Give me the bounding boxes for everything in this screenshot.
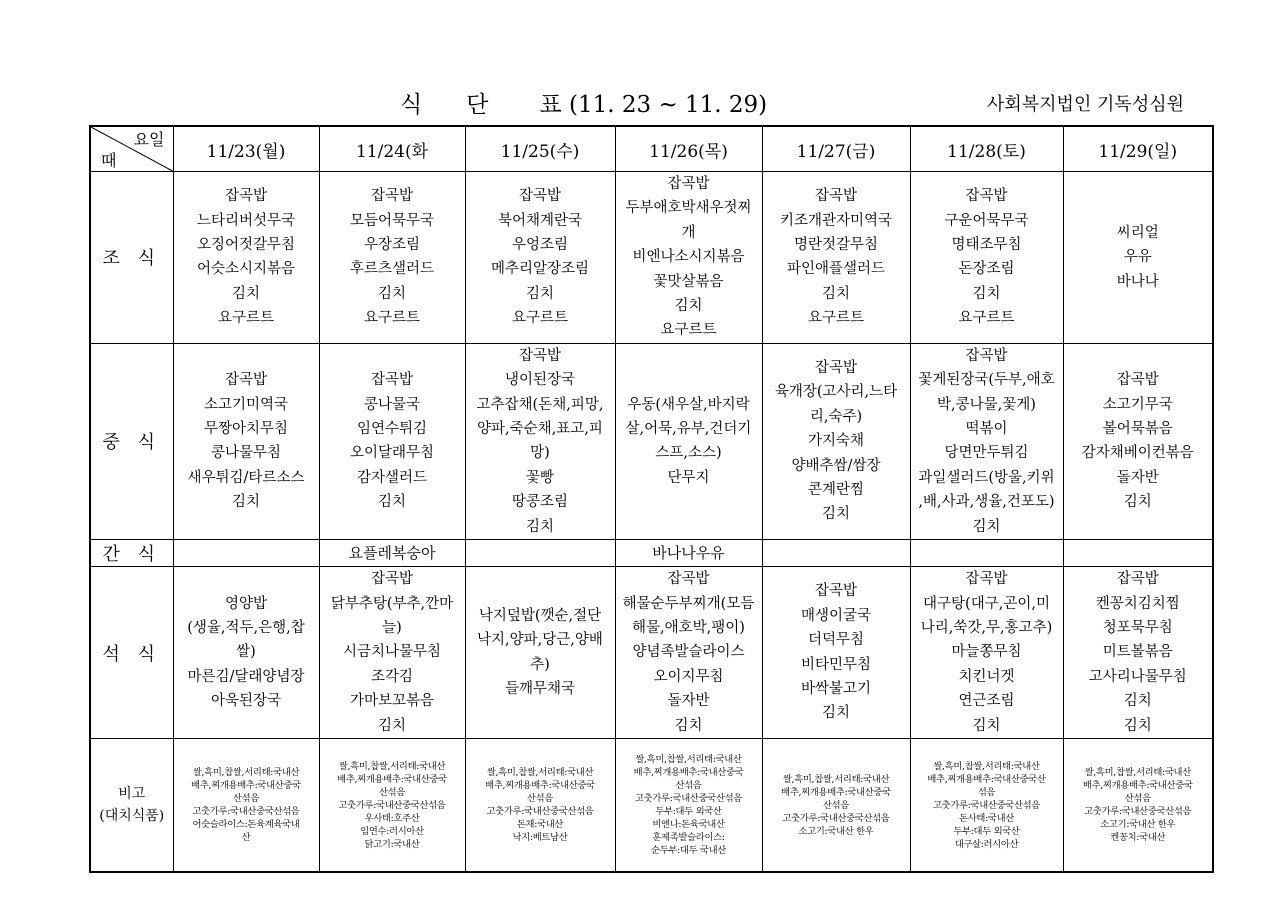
lunch-cell (1063, 343, 1213, 539)
dinner-cell-item: 가마보꼬볶음 (349, 693, 435, 710)
dinner-cell-item: 매생이굴국 (800, 607, 872, 624)
day-header: 11/24(화 (319, 126, 465, 172)
dinner-cell (910, 567, 1063, 739)
dinner-cell-item: 들깨무채국 (504, 680, 576, 697)
breakfast-cell (465, 172, 615, 344)
dinner-cell-item: 잡곡밥 (814, 583, 858, 600)
dinner-cell-item: 김치 (674, 717, 703, 734)
header-row (90, 126, 1213, 172)
snack-cell (465, 540, 615, 567)
breakfast-cell-item: 메추리알장조림 (490, 261, 590, 278)
note-cell-item: 쌀,흑미,찹쌀,서리태:국내산 (338, 760, 446, 772)
dinner-cell-item: 고사리나물무침 (1088, 668, 1187, 685)
lunch-cell-item: 콘계란찜 (807, 482, 865, 499)
breakfast-row (90, 172, 1213, 344)
breakfast-cell-item: 바나나 (1116, 273, 1159, 290)
day-header: 11/29(일) (1063, 126, 1213, 172)
lunch-cell-item: 김치 (525, 518, 554, 535)
dinner-cell-item: 오이지무침 (653, 668, 724, 685)
lunch-cell-item: 고추잡채(돈채,피망, (476, 396, 604, 413)
dinner-cell-item: 청포묵무침 (1102, 619, 1173, 636)
lunch-cell (615, 343, 762, 539)
note-cell-item: 쌀,흑미,찹쌀,서리태:국내산 (486, 767, 594, 779)
lunch-cell-item: 잡곡밥 (814, 360, 858, 377)
note-cell-item: 산섞음 (378, 786, 406, 798)
breakfast-cell (910, 172, 1063, 344)
breakfast-cell-item: 요구르트 (511, 310, 569, 327)
lunch-cell-item: 꽃빵 (525, 469, 554, 486)
corner-cell (90, 126, 173, 172)
dinner-cell-item: 김치 (377, 717, 406, 734)
dinner-cell-item: 나리,쑥갓,무,홍고추) (920, 619, 1053, 636)
note-cell (319, 738, 465, 872)
breakfast-cell-item: 잡곡밥 (370, 188, 414, 205)
note-cell-item: 고춧가루:국내산중국산섞음 (1084, 806, 1192, 818)
lunch-cell-item: 오이달래무침 (349, 445, 435, 462)
dinner-cell-item: 시금치나물무침 (342, 644, 442, 661)
snack-cell (762, 540, 910, 567)
lunch-cell-item: 살,어묵,유부,건더기 (625, 421, 752, 438)
note-cell-item: 배추,찌개용배추:국내산중국 (191, 780, 301, 792)
lunch-cell-item: 박,콩나물,꽃게) (937, 396, 1036, 413)
breakfast-cell (319, 172, 465, 344)
lunch-cell-item: 육개장(고사리,느타 (774, 384, 898, 401)
note-cell-item: 닭고기:국내산 (364, 838, 420, 850)
dinner-cell-item: 해물,애호박,팽이) (632, 619, 745, 636)
breakfast-cell-item: 우유 (1123, 249, 1152, 266)
lunch-cell-item: 김치 (1123, 494, 1152, 511)
note-cell-item: 낙지:베트남산 (512, 832, 568, 844)
breakfast-cell-item: 후르츠샐러드 (349, 261, 435, 278)
note-cell-item: 섞음 (977, 786, 996, 798)
day-header: 11/28(토) (910, 126, 1063, 172)
note-cell-item: 산섞음 (822, 799, 850, 811)
note-cell-item: 돈사태:국내산 (959, 812, 1014, 824)
dinner-cell-item: 마른김/달래양념장 (187, 668, 305, 685)
lunch-cell-item: 새우튀김/타르소스 (187, 469, 305, 486)
dinner-cell (319, 567, 465, 739)
dinner-cell-item: 돌자반 (667, 693, 710, 710)
snack-cell: 요플레복숭아 (319, 540, 465, 567)
dinner-cell-item: 대구탕(대구,곤이,미 (923, 595, 1050, 612)
note-cell-item: 쌀,흑미,찹쌀,서리태:국내산 (635, 754, 742, 766)
dinner-cell-item: 잡곡밥 (370, 571, 414, 588)
note-cell-item: 쌀,흑미,찹쌀,서리태:국내산 (192, 767, 300, 779)
note-cell-item: 배추,찌개용배추:국내산중국산 (927, 773, 1046, 785)
lunch-cell-item: 우동(새우살,바지락 (627, 396, 750, 413)
breakfast-cell-item: 김치 (821, 285, 850, 302)
menu-table (89, 125, 1214, 873)
breakfast-cell-item: 돈장조림 (958, 261, 1015, 278)
lunch-cell-item: 소고기미역국 (203, 396, 289, 413)
note-cell-item: 고춧가루:국내산중국산섞음 (486, 806, 594, 818)
day-header: 11/27(금) (762, 126, 910, 172)
note-cell-item: 소고기:국내산 한우 (798, 825, 874, 837)
breakfast-cell-item: 잡곡밥 (518, 188, 562, 205)
note-cell-item: 우사태:호주산 (364, 812, 420, 824)
breakfast-cell-item: 어슷소시지볶음 (196, 261, 296, 278)
lunch-cell-item: 양파,죽순채,표고,피 (477, 421, 603, 438)
lunch-cell (910, 343, 1063, 539)
breakfast-cell (762, 172, 910, 344)
note-cell-item: 어슷슬라이스:돈육계육국내 (192, 819, 300, 831)
note-cell-item: 고춧가루:국내산중국산섞음 (192, 806, 300, 818)
dinner-cell-item: 치킨너겟 (958, 668, 1015, 685)
dinner-cell (615, 567, 762, 739)
lunch-cell-item: 단무지 (667, 469, 710, 486)
dinner-cell (465, 567, 615, 739)
dinner-cell-item: 해물순두부찌개(모듬 (622, 595, 755, 612)
note-cell-item: 고춧가루:국내산중국산섞음 (634, 793, 742, 805)
dinner-cell-item: 마늘쫑무침 (951, 644, 1022, 661)
lunch-cell-item: 꽃게된장국(두부,애호 (918, 372, 1055, 389)
breakfast-cell-item: 김치 (674, 298, 703, 315)
note-cell-item: 비엔나:돈육국내산 (652, 819, 725, 831)
lunch-cell-item: 김치 (377, 494, 406, 511)
breakfast-cell-item: 씨리얼 (1116, 224, 1159, 241)
snack-row (90, 540, 1213, 567)
dinner-cell-item: 김치 (972, 717, 1001, 734)
breakfast-cell (173, 172, 319, 344)
lunch-cell (319, 343, 465, 539)
lunch-cell-item: 무짱아치무침 (203, 421, 289, 438)
dinner-label: 석 식 (90, 567, 173, 739)
lunch-cell (465, 343, 615, 539)
dinner-cell-item: 추) (530, 656, 550, 673)
breakfast-label: 조 식 (90, 172, 173, 344)
breakfast-cell-item: 잡곡밥 (667, 176, 710, 192)
breakfast-cell-item: 오징어젓갈무침 (196, 237, 296, 254)
breakfast-cell-item: 김치 (525, 285, 554, 302)
note-label-line: (대치식품) (99, 808, 165, 825)
breakfast-cell-item: 키조개관자미역국 (779, 212, 893, 229)
lunch-cell-item: 소고기무국 (1102, 396, 1173, 413)
page-title: 식 단 표 (11. 23 ~ 11. 29) (400, 92, 768, 118)
breakfast-cell (1063, 172, 1213, 344)
breakfast-cell-item: 북어채계란국 (497, 212, 583, 229)
breakfast-cell-item: 모듬어묵무국 (349, 212, 435, 229)
note-cell (762, 738, 910, 872)
lunch-label: 중 식 (90, 343, 173, 539)
breakfast-cell-item: 요구르트 (363, 310, 421, 327)
dinner-cell-item: 김치 (1123, 717, 1152, 734)
dinner-cell-item: 닭부추탕(부추,깐마 (330, 595, 454, 612)
note-cell-item: 두부:대두 외국산 (655, 806, 722, 818)
note-cell-item: 훈제족발슬라이스: (652, 832, 725, 844)
dinner-cell (173, 567, 319, 739)
breakfast-cell-item: 잡곡밥 (814, 188, 858, 205)
breakfast-cell (615, 172, 762, 344)
note-cell-item: 배추,찌개용배추:국내산중국 (337, 773, 447, 785)
lunch-cell-item: 리,숙주) (809, 408, 863, 425)
note-cell-item: 산 (241, 832, 251, 844)
note-cell (173, 738, 319, 872)
breakfast-cell-item: 잡곡밥 (965, 188, 1008, 205)
corner-meal-label: 때 (101, 151, 117, 170)
dinner-cell-item: (생율,적두,은행,찹 (187, 619, 305, 636)
note-cell-item: 대구살:러시아산 (954, 838, 1019, 850)
note-cell-item: 고춧가루:국내산중국산섞음 (338, 799, 446, 811)
breakfast-cell-item: 명란젓갈무침 (793, 237, 879, 254)
breakfast-cell-item: 비엔나소시지볶음 (632, 249, 745, 266)
dinner-cell-item: 더덕무침 (807, 632, 865, 649)
note-cell-item: 산섞음 (232, 793, 260, 805)
dinner-cell-item: 잡곡밥 (965, 571, 1008, 588)
lunch-cell-item: 김치 (231, 494, 260, 511)
dinner-cell-item: 비타민무침 (800, 656, 872, 673)
day-header: 11/25(수) (465, 126, 615, 172)
note-cell-item: 쌀,흑미,찹쌀,서리태:국내산 (1084, 767, 1191, 779)
snack-cell: 바나나우유 (615, 540, 762, 567)
note-cell-item: 임연수:러시아산 (360, 825, 424, 837)
dinner-cell-item: 연근조림 (958, 693, 1015, 710)
note-cell-item: 산섞음 (675, 780, 702, 792)
note-cell-item: 돈채:국내산 (516, 819, 564, 831)
note-cell-item: 배추,찌개용배추:국내산중국 (781, 786, 891, 798)
day-header: 11/26(목) (615, 126, 762, 172)
note-cell-item: 산섞음 (526, 793, 554, 805)
breakfast-cell-item: 김치 (972, 285, 1001, 302)
lunch-cell-item: 김치 (821, 506, 850, 523)
day-header: 11/23(월) (173, 126, 319, 172)
note-cell-item: 산섞음 (1124, 793, 1151, 805)
lunch-cell (173, 343, 319, 539)
dinner-cell-item: 낙지덮밥(깻순,절단 (478, 607, 602, 624)
dinner-cell-item: 잡곡밥 (667, 571, 710, 588)
dinner-cell-item: 낙지,양파,당근,양배 (477, 632, 603, 649)
lunch-cell-item: 임연수튀김 (356, 421, 428, 438)
breakfast-cell-item: 두부애호박새우젓찌 (625, 200, 752, 217)
lunch-cell-item: 망) (530, 445, 550, 462)
lunch-cell-item: 양배추쌈/쌈장 (791, 457, 881, 474)
dinner-cell (1063, 567, 1213, 739)
organization-name: 사회복지법인 기독성심원 (987, 94, 1184, 115)
lunch-row (90, 343, 1213, 539)
dinner-cell-item: 양념족발슬라이스 (632, 644, 745, 661)
lunch-cell-item: ,배,사과,생율,건포도) (918, 494, 1055, 511)
snack-cell (173, 540, 319, 567)
snack-cell (1063, 540, 1213, 567)
lunch-cell-item: 떡볶이 (965, 421, 1008, 438)
breakfast-cell-item: 김치 (377, 285, 406, 302)
lunch-cell-item: 잡곡밥 (224, 372, 268, 389)
note-label-line: 비고 (118, 786, 146, 803)
dinner-cell-item: 김치 (1123, 693, 1152, 710)
note-cell-item: 배추,찌개용배추:국내산중국 (633, 767, 744, 779)
lunch-cell-item: 감자채베이컨볶음 (1081, 445, 1194, 462)
note-cell (1063, 738, 1213, 872)
dinner-cell-item: 조각김 (370, 668, 414, 685)
snack-cell (910, 540, 1063, 567)
breakfast-cell-item: 명태조무침 (951, 237, 1022, 254)
note-cell-item: 쌀,흑미,찹쌀,서리태:국내산 (933, 760, 1040, 772)
corner-day-label: 요일 (133, 130, 165, 149)
breakfast-cell-item: 요구르트 (958, 310, 1015, 327)
note-cell-item: 고춧가루:국내산중국산섞음 (782, 812, 890, 824)
breakfast-cell-item: 파인애플샐러드 (786, 261, 886, 278)
dinner-cell-item: 쌀) (236, 644, 256, 661)
note-cell-item: 켄꽁치:국내산 (1110, 832, 1166, 844)
lunch-cell-item: 잡곡밥 (370, 372, 414, 389)
snack-label: 간 식 (90, 540, 173, 567)
note-cell-item: 고춧가루:국내산중국산섞음 (932, 799, 1040, 811)
dinner-cell-item: 켄꽁치김치찜 (1095, 595, 1180, 612)
breakfast-cell-item: 요구르트 (217, 310, 275, 327)
lunch-cell-item: 잡곡밥 (1116, 372, 1159, 389)
lunch-cell-item: 돌자반 (1116, 469, 1159, 486)
lunch-cell-item: 과일샐러드(방울,키위 (918, 469, 1055, 486)
lunch-cell-item: 콩나물무침 (210, 445, 282, 462)
lunch-cell-item: 땅콩조림 (511, 494, 569, 511)
breakfast-cell-item: 잡곡밥 (224, 188, 268, 205)
dinner-cell-item: 김치 (821, 705, 850, 722)
dinner-cell-item: 영양밥 (224, 595, 268, 612)
lunch-cell-item: 당면만두튀김 (944, 445, 1029, 462)
dinner-cell-item: 아욱된장국 (210, 693, 282, 710)
breakfast-cell-item: 우장조림 (363, 237, 421, 254)
dinner-cell-item: 바싹불고기 (800, 680, 872, 697)
lunch-cell-item: 감자샐러드 (356, 469, 428, 486)
note-cell-item: 배추,찌개용배추:국내산중국 (1082, 780, 1193, 792)
dinner-cell-item: 늘) (382, 619, 402, 636)
dinner-cell (762, 567, 910, 739)
note-cell-item: 소고기:국내산 한우 (1100, 819, 1176, 831)
lunch-cell-item: 콩나물국 (363, 396, 421, 413)
lunch-cell-item: 김치 (972, 518, 1001, 535)
lunch-cell-item: 가지숙채 (807, 433, 865, 450)
breakfast-cell-item: 김치 (231, 285, 260, 302)
note-cell-item: 쌀,흑미,찹쌀,서리태:국내산 (782, 773, 890, 785)
dinner-cell-item: 미트볼볶음 (1102, 644, 1173, 661)
note-cell-item: 배추,찌개용배추:국내산중국 (485, 780, 595, 792)
breakfast-cell-item: 요구르트 (660, 322, 717, 339)
note-cell (615, 738, 762, 872)
note-label (90, 738, 173, 872)
breakfast-cell-item: 느타리버섯무국 (196, 212, 296, 229)
lunch-cell-item: 잡곡밥 (965, 347, 1008, 364)
breakfast-cell-item: 구운어묵무국 (944, 212, 1029, 229)
lunch-cell (762, 343, 910, 539)
dinner-row (90, 567, 1213, 739)
breakfast-cell-item: 꽃맛살볶음 (653, 273, 724, 290)
breakfast-cell-item: 개 (681, 224, 696, 241)
lunch-cell-item: 냉이된장국 (504, 372, 576, 389)
note-row (90, 738, 1213, 872)
note-cell (465, 738, 615, 872)
lunch-cell-item: 스프,소스) (655, 445, 722, 462)
breakfast-cell-item: 요구르트 (807, 310, 865, 327)
note-cell (910, 738, 1063, 872)
note-cell-item: 순두부:대두 국내산 (651, 845, 726, 857)
lunch-cell-item: 잡곡밥 (518, 347, 562, 364)
dinner-cell-item: 잡곡밥 (1116, 571, 1159, 588)
lunch-cell-item: 볼어묵볶음 (1102, 421, 1173, 438)
note-cell-item: 두부:대두 외국산 (953, 825, 1020, 837)
breakfast-cell-item: 우엉조림 (511, 237, 569, 254)
